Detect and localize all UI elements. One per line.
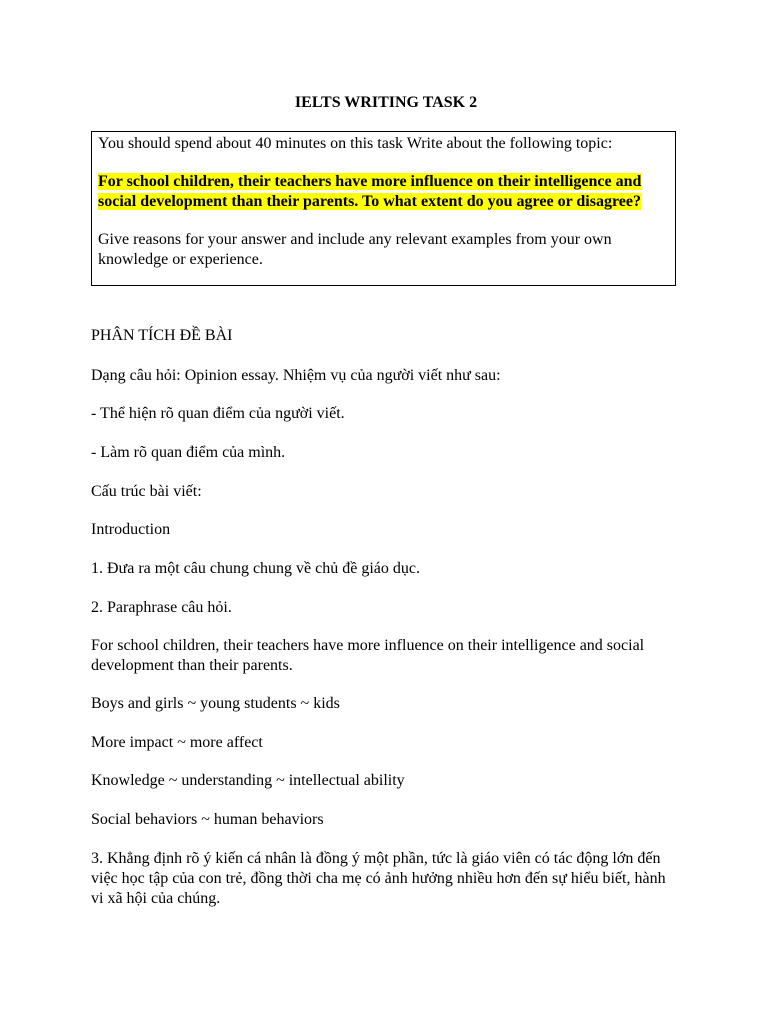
step-1: 1. Đưa ra một câu chung chung về chủ đề giáo dục. (91, 560, 421, 577)
task-prompt-box (91, 131, 676, 286)
step-3: 3. Khẳng định rõ ý kiến cá nhân là đồng ý một phần, tức là giáo viên có tác động lớn đến việc học tập của con trẻ, đồng thời cha mẹ có ảnh hưởng nhiều hơn đến sự hiểu biết, hành vi xã hội của chúng. (91, 850, 666, 907)
task-question-line-1: For school children, their teachers have more influence on their intelligence and (98, 173, 642, 190)
question-type: Dạng câu hỏi: Opinion essay. Nhiệm vụ của người viết như sau: (91, 367, 501, 384)
synonyms-2: More impact ~ more affect (91, 734, 263, 751)
task-intro: You should spend about 40 minutes on this task Write about the following topic: (98, 135, 613, 152)
synonyms-3: Knowledge ~ understanding ~ intellectual ability (91, 772, 405, 789)
task-point-2: - Làm rõ quan điểm của mình. (91, 444, 286, 461)
paraphrase-source: For school children, their teachers have more influence on their intelligence and social development than their parents. (91, 637, 645, 674)
step-2: 2. Paraphrase câu hỏi. (91, 599, 232, 616)
analysis-heading: PHÂN TÍCH ĐỀ BÀI (91, 327, 233, 344)
task-question-line-2: social development than their parents. To what extent do you agree or disagree? (98, 193, 641, 210)
synonyms-1: Boys and girls ~ young students ~ kids (91, 695, 340, 712)
structure-label: Cấu trúc bài viết: (91, 483, 202, 500)
task-question (98, 172, 669, 212)
task-instructions: Give reasons for your answer and include any relevant examples from your own knowledge or experience. (98, 231, 612, 268)
introduction-label: Introduction (91, 521, 171, 538)
synonyms-4: Social behaviors ~ human behaviors (91, 811, 324, 828)
task-point-1: - Thể hiện rõ quan điểm của người viết. (91, 405, 345, 422)
document-title: IELTS WRITING TASK 2 (294, 94, 478, 111)
